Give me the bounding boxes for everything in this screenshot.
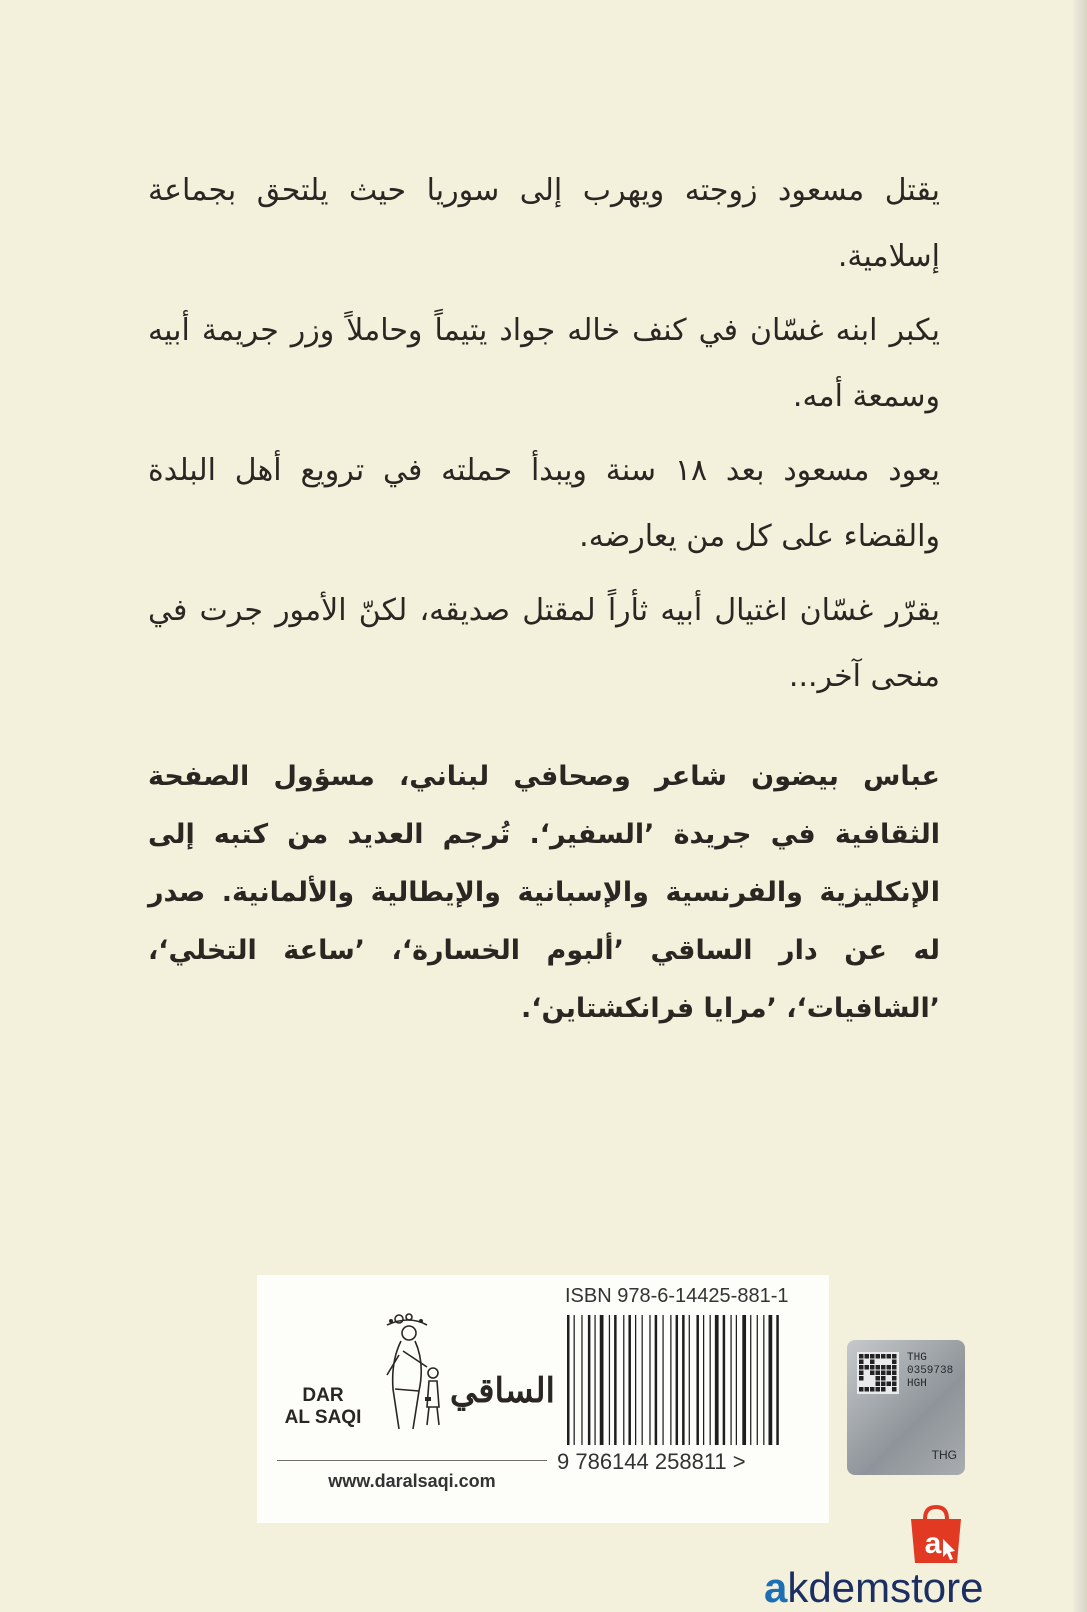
sticker-code-text xyxy=(907,1352,961,1406)
matrix-cell xyxy=(876,1387,881,1392)
barcode-bar xyxy=(742,1315,746,1445)
barcode-bar xyxy=(581,1315,582,1445)
matrix-cell xyxy=(859,1376,864,1381)
publisher-name-ar: الساقي xyxy=(449,1371,555,1411)
matrix-cell xyxy=(876,1365,881,1370)
store-name-initial: a xyxy=(764,1564,788,1611)
matrix-cell xyxy=(887,1371,892,1376)
matrix-cell xyxy=(881,1371,886,1376)
matrix-cell xyxy=(887,1365,892,1370)
matrix-cell xyxy=(859,1371,864,1376)
matrix-cell xyxy=(881,1387,886,1392)
barcode-bar xyxy=(594,1315,595,1445)
publisher-name-en-line2: AL SAQI xyxy=(284,1407,362,1428)
matrix-cell xyxy=(876,1376,881,1381)
barcode-bar xyxy=(696,1315,699,1445)
matrix-cell xyxy=(870,1387,875,1392)
author-bio-text: عباس بيضون شاعر وصحافي لبناني، مسؤول الصفحة الثقافية في جريدة ’السفير‘. تُرجم العديد من كتبه إلى الإنكليزية والفرنسية والإسبانية والإيطالية والألمانية. صدر له عن دار الساقي ’ألبوم الخسارة‘، ’ساعة التخلي‘، ’الشافيات‘، ’مرايا فرانكشتاين‘. xyxy=(148,761,940,1024)
matrix-cell xyxy=(870,1365,875,1370)
barcode-bar xyxy=(635,1315,636,1445)
barcode-bar xyxy=(628,1315,631,1445)
barcode-bar xyxy=(750,1315,751,1445)
matrix-cell xyxy=(865,1354,870,1359)
matrix-cell xyxy=(887,1354,892,1359)
barcode-bar xyxy=(670,1315,671,1445)
security-sticker xyxy=(847,1340,965,1475)
barcode-bar xyxy=(655,1315,658,1445)
barcode-bar xyxy=(736,1315,737,1445)
matrix-cell xyxy=(865,1387,870,1392)
publisher-name-en-line1: DAR xyxy=(302,1385,344,1406)
store-watermark xyxy=(764,1564,1080,1611)
barcode-bar xyxy=(676,1315,679,1445)
barcode-digits: 9 786144 258811 > xyxy=(557,1449,746,1474)
sticker-line-2: 0359738 xyxy=(907,1365,954,1377)
matrix-cell xyxy=(876,1371,881,1376)
sticker-brand: THG xyxy=(931,1448,957,1462)
matrix-cell xyxy=(859,1387,864,1392)
author-bio xyxy=(148,748,940,1038)
barcode-bar xyxy=(623,1315,624,1445)
barcode-bar xyxy=(609,1315,610,1445)
barcode-bar xyxy=(776,1315,779,1445)
matrix-cell xyxy=(870,1371,875,1376)
barcode-bar xyxy=(703,1315,704,1445)
matrix-cell xyxy=(876,1382,881,1387)
book-edge-shadow xyxy=(1073,0,1087,1612)
water-carrier-figure-icon xyxy=(369,1311,453,1435)
barcode-bar xyxy=(642,1315,643,1445)
barcode-bar xyxy=(757,1315,758,1445)
barcode-bar xyxy=(682,1315,685,1445)
synopsis-paragraph-3: يعود مسعود بعد ١٨ سنة ويبدأ حملته في ترويع أهل البلدة والقضاء على كل من يعارضه. xyxy=(148,453,940,554)
matrix-cell xyxy=(881,1376,886,1381)
synopsis-paragraph-4: يقرّر غسّان اغتيال أبيه ثأراً لمقتل صديقه، لكنّ الأمور جرت في منحى آخر... xyxy=(148,593,940,694)
publisher-logo xyxy=(273,1307,555,1437)
barcode-bar xyxy=(730,1315,731,1445)
barcode-bar xyxy=(614,1315,617,1445)
matrix-cell xyxy=(859,1354,864,1359)
sticker-line-3: HGH xyxy=(907,1378,927,1390)
synopsis-text xyxy=(148,158,940,718)
barcode-bar xyxy=(763,1315,764,1445)
publisher-website: www.daralsaqi.com xyxy=(328,1471,496,1491)
barcode-bar xyxy=(769,1315,773,1445)
matrix-cell xyxy=(881,1354,886,1359)
matrix-cell xyxy=(870,1360,875,1365)
matrix-cell xyxy=(892,1376,897,1381)
sticker-line-1: THG xyxy=(907,1352,927,1364)
shopping-bag-letter: a xyxy=(924,1527,942,1560)
matrix-cell xyxy=(881,1365,886,1370)
data-matrix-icon xyxy=(857,1352,899,1394)
matrix-cell xyxy=(892,1371,897,1376)
barcode-bar xyxy=(662,1315,663,1445)
barcode-bar xyxy=(689,1315,690,1445)
isbn-barcode xyxy=(567,1315,803,1445)
synopsis-paragraph-2: يكبر ابنه غسّان في كنف خاله جواد يتيماً وحاملاً وزر جريمة أبيه وسمعة أمه. xyxy=(148,313,940,414)
matrix-cell xyxy=(859,1365,864,1370)
isbn-label: ISBN 978-6-14425-881-1 xyxy=(565,1285,789,1307)
barcode-bar xyxy=(715,1315,719,1445)
barcode-bar xyxy=(588,1315,591,1445)
store-name-rest: kdemstore xyxy=(787,1564,984,1611)
barcode-bar xyxy=(574,1315,575,1445)
matrix-cell xyxy=(859,1360,864,1365)
matrix-cell xyxy=(892,1387,897,1392)
synopsis-paragraph-1: يقتل مسعود زوجته ويهرب إلى سوريا حيث يلتحق بجماعة إسلامية. xyxy=(148,173,940,274)
barcode-bar xyxy=(649,1315,650,1445)
shopping-bag-icon xyxy=(905,1503,967,1567)
matrix-cell xyxy=(892,1382,897,1387)
website-divider xyxy=(277,1460,547,1461)
matrix-cell xyxy=(865,1365,870,1370)
barcode-panel xyxy=(257,1275,829,1523)
matrix-cell xyxy=(870,1354,875,1359)
barcode-bar xyxy=(567,1315,570,1445)
matrix-cell xyxy=(892,1354,897,1359)
barcode-bar xyxy=(710,1315,711,1445)
barcode-bar xyxy=(600,1315,604,1445)
matrix-cell xyxy=(892,1360,897,1365)
barcode-bar xyxy=(723,1315,726,1445)
matrix-cell xyxy=(881,1382,886,1387)
matrix-cell xyxy=(876,1354,881,1359)
matrix-cell xyxy=(887,1382,892,1387)
publisher-name-en xyxy=(273,1385,373,1429)
matrix-cell xyxy=(892,1365,897,1370)
